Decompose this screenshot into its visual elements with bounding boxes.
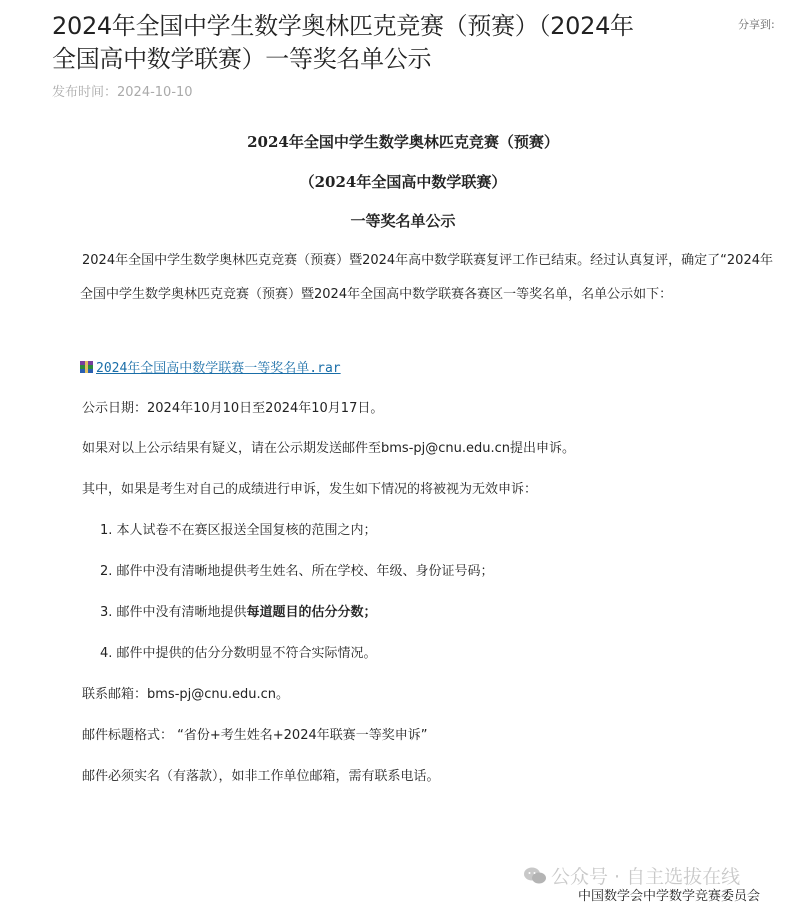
subject-format: 邮件标题格式： “省份+考生姓名+2024年联赛一等奖申诉” [82,728,428,743]
footer-signature: 中国数学会中学数学竞赛委员会 [578,889,761,904]
wechat-icon [523,866,547,891]
invalid-appeal-intro: 其中，如果是考生对自己的成绩进行申诉，发生如下情况的将被视为无效申诉： [82,482,538,497]
rule-item-4: 4. 邮件中提供的估分分数明显不符合实际情况。 [100,646,377,661]
appeal-instructions: 如果对以上公示结果有疑义，请在公示期发送邮件至bms-pj@cnu.edu.cn提出申诉。 [82,441,576,456]
rule-item-2: 2. 邮件中没有清晰地提供考生姓名、所在学校、年级、身份证号码； [100,564,494,579]
watermark-text: 公众号 · 自主选拔在线 [551,866,741,888]
rule-item-3-prefix: 3. 邮件中没有清晰地提供 [100,605,247,620]
notice-period: 公示日期：2024年10月10日至2024年10月17日。 [82,401,384,416]
notice-heading-2: （2024年全国高中数学联赛） [299,173,507,191]
realname-requirement: 邮件必须实名（有落款），如非工作单位邮箱，需有联系电话。 [82,769,440,784]
intro-text: 2024年全国中学生数学奥林匹克竞赛（预赛）暨2024年高中数学联赛复评工作已结束。经过认真复评，确定了“2024年全国中学生数学奥林匹克竞赛（预赛）暨2024年全国高中数学联赛各赛区一等奖名单，名单公示如下： [80,253,773,302]
share-label[interactable]: 分享到: [738,18,775,31]
rule-item-3-emphasis: 每道题目的估分分数； [246,605,377,620]
article-title: 2024年全国中学生数学奥林匹克竞赛（预赛）（2024年全国高中数学联赛）一等奖名单公示 [52,12,634,73]
publish-date: 发布时间：2024-10-10 [52,85,193,100]
rule-item-1: 1. 本人试卷不在赛区报送全国复核的范围之内； [100,523,377,538]
notice-heading-1: 2024年全国中学生数学奥林匹克竞赛（预赛） [247,133,559,151]
intro-paragraph [80,244,780,312]
notice-heading-3: 一等奖名单公示 [350,212,456,230]
archive-icon [80,361,93,373]
contact-email: 联系邮箱：bms-pj@cnu.edu.cn。 [82,687,290,702]
attachment-filename[interactable]: 2024年全国高中数学联赛一等奖名单.rar [96,361,341,376]
attachment-link[interactable] [80,357,341,376]
rule-item-3 [100,601,377,620]
